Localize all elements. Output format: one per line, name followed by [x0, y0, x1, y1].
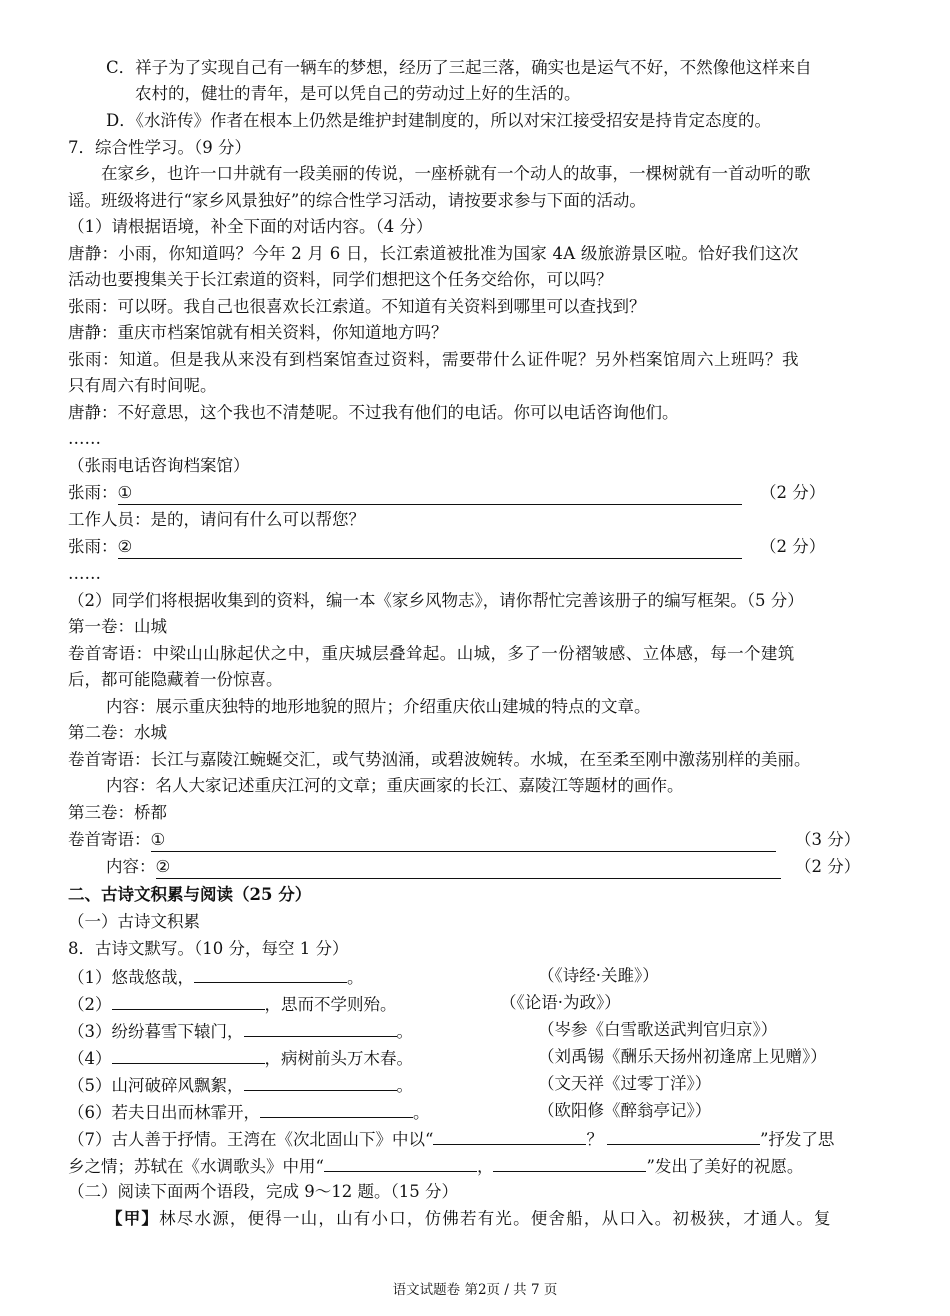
volume3-preface-line — [68, 829, 776, 852]
q8-source-3: （岑参《白雪歌送武判官归京》） — [538, 1020, 778, 1039]
q8-line-2 — [68, 992, 397, 1016]
q7-intro-line2: 谣。班级将进行“家乡风景独好”的综合性学习活动，请按要求参与下面的活动。 — [68, 191, 646, 210]
blank-marker: ① — [150, 830, 166, 849]
blank-marker: ① — [117, 483, 133, 502]
volume1-preface-line2: 后，都可能隐藏着一份惊喜。 — [68, 670, 283, 689]
fill-blank[interactable] — [433, 1127, 586, 1145]
q8-source-4: （刘禹锡《酬乐天扬州初逢席上见赠》） — [538, 1047, 827, 1066]
dialogue-staff: 工作人员：是的，请问有什么可以帮您？ — [68, 510, 365, 529]
line-prefix: （6）若夫日出而林霏开， — [68, 1103, 260, 1122]
line-prefix: （1）悠哉悠哉， — [68, 968, 194, 987]
ellipsis-2: …… — [68, 564, 101, 583]
line-suffix: 。 — [413, 1103, 430, 1122]
fill-blank[interactable] — [112, 992, 265, 1010]
dialogue-zhangyu-4b: 只有周六有时间呢。 — [68, 376, 217, 395]
answer-line-zhangyu-2 — [68, 536, 742, 559]
fill-blank[interactable] — [607, 1127, 760, 1145]
fill-blank[interactable] — [194, 965, 347, 983]
line-prefix: （3）纷纷暮雪下辕门， — [68, 1022, 244, 1041]
score-label: （2 分） — [760, 483, 826, 502]
line-suffix: ”抒发了思 — [759, 1130, 835, 1149]
speaker-label: 张雨： — [68, 537, 118, 556]
line-suffix: 。 — [396, 1022, 413, 1041]
fill-blank[interactable] — [324, 1154, 477, 1172]
blank-marker: ② — [155, 857, 171, 876]
dialogue-tangjing-1a: 唐静：小雨，你知道吗？今年 2 月 6 日，长江索道被批准为国家 4A 级旅游景区啦。恰好我们这次 — [68, 244, 799, 263]
volume1-preface-line1: 卷首寄语：中梁山山脉起伏之中，重庆城层叠耸起。山城，多了一份褶皱感、立体感，每一个建筑 — [68, 644, 795, 663]
answer-line-zhangyu-1 — [68, 482, 742, 505]
line-suffix: ，思而不学则殆。 — [264, 995, 397, 1014]
passage-jia-text: 林尽水源，便得一山，山有小口，仿佛若有光。便舍船，从口入。初极狭，才通人。复 — [159, 1209, 832, 1228]
line-middle: ？ — [586, 1130, 603, 1149]
dialogue-tangjing-1b: 活动也要搜集关于长江索道的资料，同学们想把这个任务交给你，可以吗？ — [68, 270, 613, 289]
content-label: 内容： — [106, 857, 156, 876]
volume2-content: 内容：名人大家记述重庆江河的文章；重庆画家的长江、嘉陵江等题材的画作。 — [106, 776, 684, 795]
dialogue-tangjing-3: 唐静：重庆市档案馆就有相关资料，你知道地方吗？ — [68, 323, 448, 342]
volume1-content: 内容：展示重庆独特的地形地貌的照片；介绍重庆依山建城的特点的文章。 — [106, 697, 651, 716]
phone-note: （张雨电话咨询档案馆） — [68, 456, 250, 475]
q8-source-2: （《论语·为政》） — [500, 993, 621, 1012]
q6-option-c-line1: C．祥子为了实现自己有一辆车的梦想，经历了三起三落，确实也是运气不好，不然像他这样来自 — [106, 58, 812, 77]
line-middle: ， — [476, 1157, 494, 1176]
q8-line-7b — [68, 1154, 803, 1178]
volume3-content-blank[interactable] — [156, 856, 781, 879]
volume3-title: 第三卷：桥都 — [68, 803, 167, 822]
passage-jia-label: 【甲】 — [106, 1209, 160, 1228]
q8-source-5: （文天祥《过零丁洋》） — [538, 1074, 712, 1093]
volume3-content-line — [106, 856, 781, 879]
q8-line-5 — [68, 1073, 413, 1097]
line-prefix: 乡之情；苏轼在《水调歌头》中用“ — [68, 1157, 324, 1176]
q8-line-3 — [68, 1019, 413, 1043]
q8-line-6 — [68, 1100, 430, 1124]
line-suffix: 。 — [396, 1076, 413, 1095]
q8-title: 8．古诗文默写。（10 分，每空 1 分） — [68, 939, 349, 958]
score-label: （3 分） — [795, 830, 861, 849]
q8-source-1: （《诗经·关雎》） — [538, 966, 659, 985]
line-suffix: ”发出了美好的祝愿。 — [646, 1157, 804, 1176]
line-prefix: （7）古人善于抒情。王湾在《次北固山下》中以“ — [68, 1130, 434, 1149]
line-suffix: 。 — [347, 968, 364, 987]
dialogue-zhangyu-4a: 张雨：知道。但是我从来没有到档案馆查过资料，需要带什么证件呢？另外档案馆周六上班吗？我 — [68, 350, 799, 369]
passage-jia — [106, 1208, 832, 1230]
q7-intro-line1: 在家乡，也许一口井就有一段美丽的传说，一座桥就有一个动人的故事，一棵树就有一首动听的歌 — [101, 164, 811, 183]
volume3-preface-blank[interactable] — [151, 829, 776, 852]
fill-blank[interactable] — [244, 1073, 397, 1091]
q7-part1-title: （1）请根据语境，补全下面的对话内容。（4 分） — [68, 217, 433, 236]
q8-line-7a — [68, 1127, 834, 1151]
section2-sub2: （二）阅读下面两个语段，完成 9～12 题。（15 分） — [68, 1182, 458, 1201]
answer-blank-2[interactable] — [118, 536, 742, 559]
line-prefix: （4） — [68, 1049, 112, 1068]
volume1-title: 第一卷：山城 — [68, 617, 167, 636]
preface-label: 卷首寄语： — [68, 830, 151, 849]
q8-line-4 — [68, 1046, 413, 1070]
speaker-label: 张雨： — [68, 483, 118, 502]
q8-source-6: （欧阳修《醉翁亭记》） — [538, 1101, 712, 1120]
score-label: （2 分） — [760, 537, 826, 556]
line-prefix: （2） — [68, 995, 112, 1014]
section2-title: 二、古诗文积累与阅读（25 分） — [68, 885, 312, 904]
ellipsis-1: …… — [68, 429, 101, 448]
page-footer: 语文试题卷 第2页 / 共 7 页 — [392, 1282, 558, 1298]
q6-option-c-line2: 农村的，健壮的青年，是可以凭自己的劳动过上好的生活的。 — [135, 84, 581, 103]
fill-blank[interactable] — [112, 1046, 265, 1064]
fill-blank[interactable] — [244, 1019, 397, 1037]
q7-title: 7．综合性学习。（9 分） — [68, 138, 251, 157]
q6-option-d: D．《水浒传》作者在根本上仍然是维护封建制度的，所以对宋江接受招安是持肯定态度的。 — [106, 111, 771, 130]
volume2-preface: 卷首寄语：长江与嘉陵江蜿蜒交汇，或气势汹涌，或碧波婉转。水城，在至柔至刚中激荡别样的美丽。 — [68, 750, 811, 769]
line-suffix: ，病树前头万木春。 — [264, 1049, 413, 1068]
q7-part2-title: （2）同学们将根据收集到的资料，编一本《家乡风物志》，请你帮忙完善该册子的编写框架。（5 分） — [68, 591, 804, 610]
answer-blank-1[interactable] — [118, 482, 742, 505]
dialogue-zhangyu-2: 张雨：可以呀。我自己也很喜欢长江索道。不知道有关资料到哪里可以查找到？ — [68, 297, 646, 316]
section2-sub1: （一）古诗文积累 — [68, 912, 200, 931]
fill-blank[interactable] — [260, 1100, 413, 1118]
blank-marker: ② — [117, 537, 133, 556]
dialogue-tangjing-5: 唐静：不好意思，这个我也不清楚呢。不过我有他们的电话。你可以电话咨询他们。 — [68, 403, 679, 422]
fill-blank[interactable] — [493, 1154, 646, 1172]
score-label: （2 分） — [795, 857, 861, 876]
line-prefix: （5）山河破碎风飘絮， — [68, 1076, 244, 1095]
volume2-title: 第二卷：水城 — [68, 723, 167, 742]
q8-line-1 — [68, 965, 364, 989]
